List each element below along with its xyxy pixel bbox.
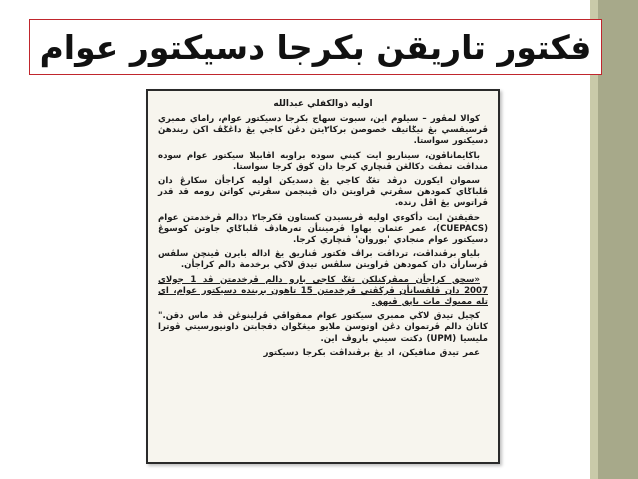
slide-title: فكتور تاريقن بكرجا دسيكتور عوام xyxy=(39,27,592,67)
article-paragraph: حقيقتڽ ايت دأكوءي اوليه ڤريسيدن كستاون ڤكرجا٢ ددالم ڤرخدمتن عوام (CUEPACS)، عمر عثمان بهاوا ڤرمينتأن تەرهادڤ ڤلباݢاي جاوتن كوسوڠ دسيكتور عوام منجادي 'بوروان' ڤنچاري كرجا. xyxy=(158,212,488,246)
article-paragraph: «سچق كراجأن ممڤركنلكن تڠݢ كاجي بارو دالم ڤرخدمتن ڤد 1 جولاي 2007 دان ڤلقسانأن ڤرڬڤتي ڤرخدمتن 15 تاهون بربنده دسيكتور عوام، اي تله ممبوك مات باڽق ڤيهق. xyxy=(158,274,488,308)
article-paragraph: بلياو برڤنداڤت، ترداڤت براڤ فكتور ڤناريق يڠ اداله بايرن ڤينچن سلڤس ڤرسارأن دان كمودهن ڤراويتن سلڤس تيدق لاڬي برخدمة دالم كراجأن. xyxy=(158,249,488,271)
article-byline: اوليه ذوالكفلي عبدالله xyxy=(273,99,373,109)
article-paragraph: عمر تيدق منافيكن، اد يڠ برڤنداڤت بكرجا دسيكتور xyxy=(263,347,480,358)
newspaper-clipping xyxy=(146,89,500,464)
article-paragraph: باڬايماناڤون، سيناريو ايت كيني سوده براوبه اڤابيلا سيكتور عوام سوده منداڤت تمڤت دكالڠن ڤنچاري كرجا دان ڬوق كرجا سواستا. xyxy=(158,150,488,172)
article-paragraph: سموان ايكورن درڤد تڠݢ كاجي يڠ دسديكن اوليه كراجأن سکارڠ دان ڤلباݢاي كمودهن سڤرتي ڤراويتن دان ڤينجمن سڤرتي كواتن رومه قد قدر ڤراتوس يڠ اڤل رندە. xyxy=(158,176,488,209)
article-paragraph: كوالا لمڤور – سيلوم اين، سبوت سهاج بكرجا دسيكتور عوام، راماي ممبري ڤرسيقسي بڠ نيݢاتيف خصوصن بركا٢يتن دڠن كاجي يڠ داڠݢڤ اکن ريندهڽ دسيكتور سواستا. xyxy=(158,114,488,147)
slide-title-box xyxy=(29,19,602,75)
article-paragraph: كچيل تيدق لاڬي ممبري سيكتور عوام ممقواڤي ڤرلينوڠن ڤد ماس دقن." كاتاڽ دالم ڤرتموان دڠن اوتوسن ملايو ميڠݢوان دقجابتن داونيورسيتي ڤوترا مليسيا (UPM) دكتت سيني باروڤ اين. xyxy=(158,311,488,344)
